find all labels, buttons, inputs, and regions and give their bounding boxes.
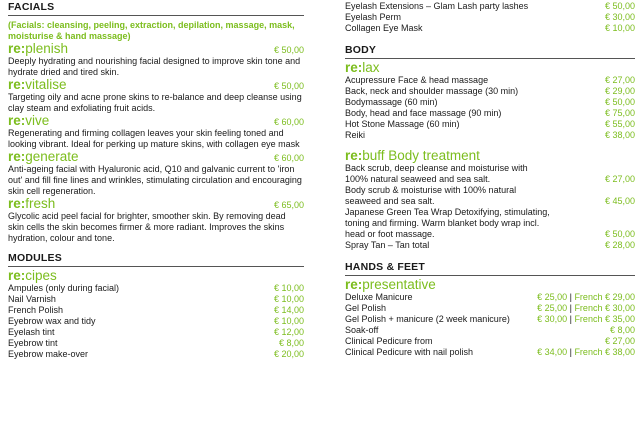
treatment-description: Regenerating and firming collagen leaves your skin feeling toned and looking vibrant. Ideal for perking up mature skins, with collagen eye mask (8, 128, 300, 149)
rebuff-subheading: re:buff Body treatment (345, 148, 480, 163)
list-item: Hot Stone Massage (60 min) € 55,00 (345, 119, 635, 129)
list-item: Bodymassage (60 min) € 50,00 (345, 97, 635, 107)
list-item: Eyelash tint € 12,00 (8, 327, 304, 337)
list-item: Ampules (only during facial) € 10,00 (8, 283, 304, 293)
recipes-subheading: re:cipes (8, 268, 57, 283)
treatment-name: re:vitalise (8, 77, 67, 92)
list-item: Eyelash Perm € 30,00 (345, 12, 635, 22)
list-item: Clinical Pedicure from € 27,00 (345, 336, 635, 346)
list-item: Nail Varnish € 10,00 (8, 294, 304, 304)
list-item: Back, neck and shoulder massage (30 min) € 29,00 (345, 86, 635, 96)
treatment-replenish (8, 42, 304, 78)
treatment-revive (8, 114, 304, 150)
list-item: Acupressure Face & head massage € 27,00 (345, 75, 635, 85)
treatment-price: € 50,00 (273, 81, 304, 91)
treatment-price: € 65,00 (273, 200, 304, 210)
rebuff-list (345, 163, 635, 251)
lashes-list (345, 1, 635, 34)
body-heading: BODY (345, 43, 635, 59)
treatment-revitalise (8, 78, 304, 114)
list-item: Clinical Pedicure with nail polish € 34,00 | French € 38,00 (345, 347, 635, 357)
modules-heading: MODULES (8, 251, 304, 267)
list-item: Body scrub & moisturise with 100% natural seaweed and sea salt. € 45,00 (345, 185, 635, 206)
representative-subheading: re:presentative (345, 277, 436, 292)
list-item: Soak-off € 8,00 (345, 325, 635, 335)
list-item: Body, head and face massage (90 min) € 75,00 (345, 108, 635, 118)
list-item: Reiki € 38,00 (345, 130, 635, 140)
list-item: French Polish € 14,00 (8, 305, 304, 315)
treatment-name: re:fresh (8, 196, 56, 211)
list-item: Eyebrow wax and tidy € 10,00 (8, 316, 304, 326)
list-item: Eyebrow tint € 8,00 (8, 338, 304, 348)
treatment-price: € 60,00 (273, 117, 304, 127)
facials-heading: FACIALS (8, 0, 304, 16)
hands-feet-heading: HANDS & FEET (345, 260, 635, 276)
list-item: Eyelash Extensions – Glam Lash party lashes € 50,00 (345, 1, 635, 11)
right-column (345, 0, 635, 358)
list-item: Eyebrow make-over € 20,00 (8, 349, 304, 359)
list-item: Japanese Green Tea Wrap Detoxifying, stimulating, toning and firming. Warm blanket body wrap incl. head or foot massage. € 50,00 (345, 207, 635, 239)
treatment-price: € 50,00 (273, 45, 304, 55)
list-item: Deluxe Manicure € 25,00 | French € 29,00 (345, 292, 635, 302)
treatment-name: re:plenish (8, 41, 69, 56)
list-item: Spray Tan – Tan total € 28,00 (345, 240, 635, 250)
treatment-description: Deeply hydrating and nourishing facial designed to improve skin tone and hydrate dried and tired skin. (8, 56, 301, 77)
relax-subheading: re:lax (345, 60, 380, 75)
relax-list (345, 75, 635, 141)
left-column (8, 0, 304, 360)
facials-note: (Facials: cleansing, peeling, extraction, depilation, massage, mask, moisturise & hand massage) (8, 20, 295, 41)
treatment-description: Targeting oily and acne prone skins to re-balance and deep cleanse using clay steam and exfoliating fruit acids. (8, 92, 302, 113)
hands-list (345, 292, 635, 358)
list-item: Collagen Eye Mask € 10,00 (345, 23, 635, 33)
modules-list (8, 283, 304, 360)
treatment-price: € 60,00 (273, 153, 304, 163)
treatment-description: Glycolic acid peel facial for brighter, smoother skin. By removing dead skin cells the skin becomes firmer & more radiant. Improves the skins hydration, colour and tone. (8, 211, 286, 243)
list-item: Back scrub, deep cleanse and moisturise with 100% natural seaweed and sea salt. € 27,00 (345, 163, 635, 184)
treatment-description: Anti-ageing facial with Hyaluronic acid, Q10 and galvanic current to 'iron out' and fill fine lines and wrinkles, stimulating circulation and encouraging skin cell regeneration. (8, 164, 302, 196)
list-item: Gel Polish + manicure (2 week manicure) € 30,00 | French € 35,00 (345, 314, 635, 324)
treatment-regenerate (8, 150, 304, 197)
treatment-refresh (8, 197, 304, 244)
treatment-name: re:generate (8, 149, 79, 164)
treatment-name: re:vive (8, 113, 50, 128)
list-item: Gel Polish € 25,00 | French € 30,00 (345, 303, 635, 313)
